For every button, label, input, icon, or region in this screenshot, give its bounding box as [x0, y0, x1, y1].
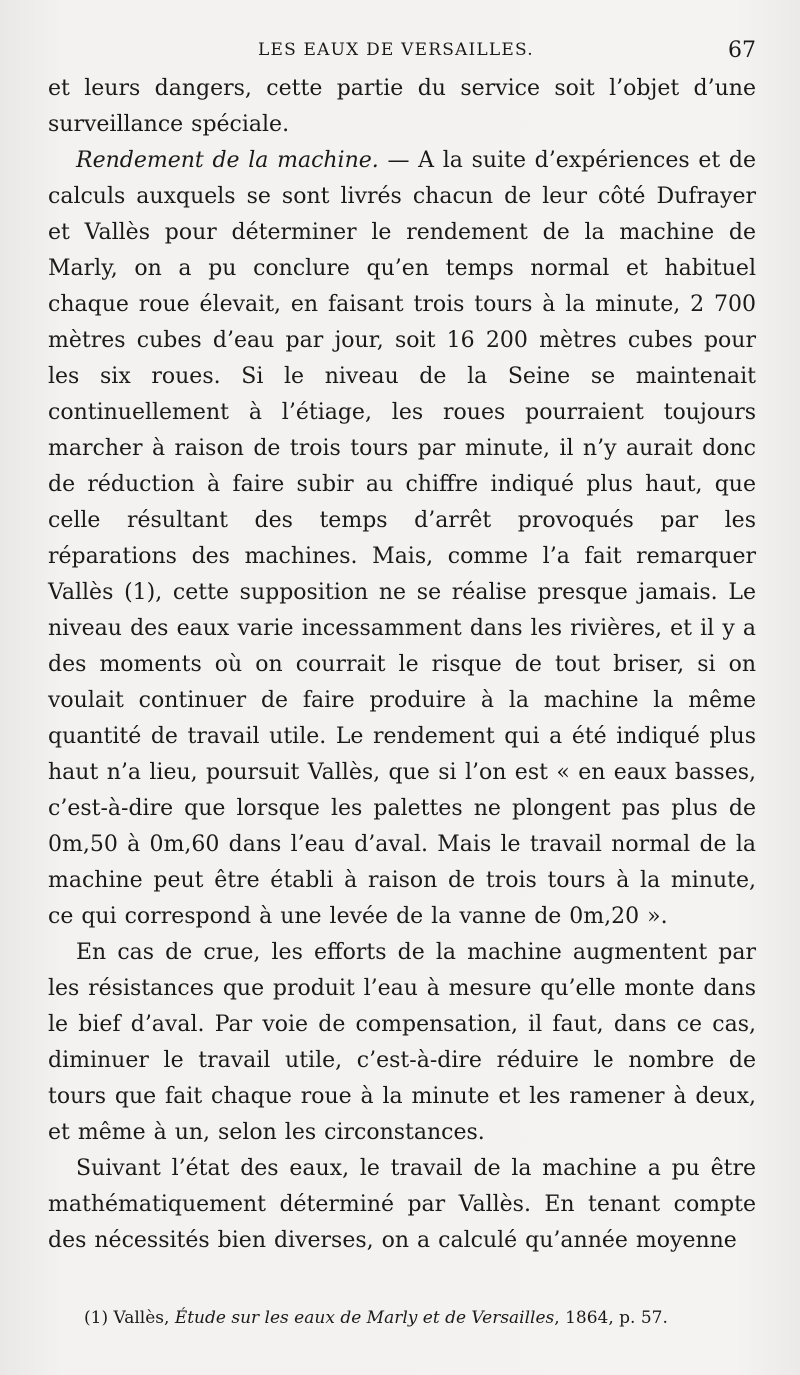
page-number: 67 [728, 38, 756, 63]
footnote-marker: (1) Vallès, [84, 1308, 175, 1328]
running-title: LES EAUX DE VERSAILLES. [258, 40, 534, 60]
footnote [84, 1305, 764, 1331]
paragraph-1-text: et leurs dangers, cette partie du service soit l’objet d’une surveillance spéciale. [48, 76, 756, 137]
paragraph-4-text: Suivant l’état des eaux, le travail de la machine a pu être mathématiquement déterminé par Vallès. En tenant compte des nécessités bien diverses, on a calculé qu’année moyenne [48, 1156, 756, 1253]
paragraph-1 [48, 71, 756, 143]
paragraph-3-text: En cas de crue, les efforts de la machine augmentent par les résistances que produit l’eau à mesure qu’elle monte dans le bief d’aval. Par voie de compensation, il faut, dans ce cas, diminuer le travail utile, c’est-à-dire réduire le nombre de tours que fait chaque roue à la minute et les ramener à deux, et même à un, selon les circonstances. [48, 940, 756, 1145]
paragraph-2 [48, 143, 756, 935]
paragraph-3 [48, 935, 756, 1151]
paragraph-4 [48, 1151, 756, 1259]
footnote-rest: , 1864, p. 57. [554, 1308, 668, 1328]
body-text [48, 71, 756, 1259]
page-header [48, 38, 756, 68]
section-heading-rendement: Rendement de la machine. [76, 148, 379, 173]
paragraph-2-text: — A la suite d’expériences et de calculs auxquels se sont livrés chacun de leur côté Dufrayer et Vallès pour déterminer le rendement de la machine de Marly, on a pu conclure qu’en temps normal et habituel chaque roue élevait, en faisant trois tours à la minute, 2 700 mètres cubes d’eau par jour, soit 16 200 mètres cubes pour les six roues. Si le niveau de la Seine se maintenait continuellement à l’étiage, les roues pourraient toujours marcher à raison de trois tours par minute, il n’y aurait donc de réduction à faire subir au chiffre indiqué plus haut, que celle résultant des temps d’arrêt provoqués par les réparations des machines. Mais, comme l’a fait remarquer Vallès (1), cette supposition ne se réalise presque jamais. Le niveau des eaux varie incessamment dans les rivières, et il y a des moments où on courrait le risque de tout briser, si on voulait continuer de faire produire à la machine la même quantité de travail utile. Le rendement qui a été indiqué plus haut n’a lieu, poursuit Vallès, que si l’on est « en eaux basses, c’est-à-dire que lorsque les palettes ne plongent pas plus de 0m,50 à 0m,60 dans l’eau d’aval. Mais le travail normal de la machine peut être établi à raison de trois tours à la minute, ce qui correspond à une levée de la vanne de 0m,20 ». [48, 148, 756, 929]
footnote-title: Étude sur les eaux de Marly et de Versailles [174, 1308, 555, 1328]
